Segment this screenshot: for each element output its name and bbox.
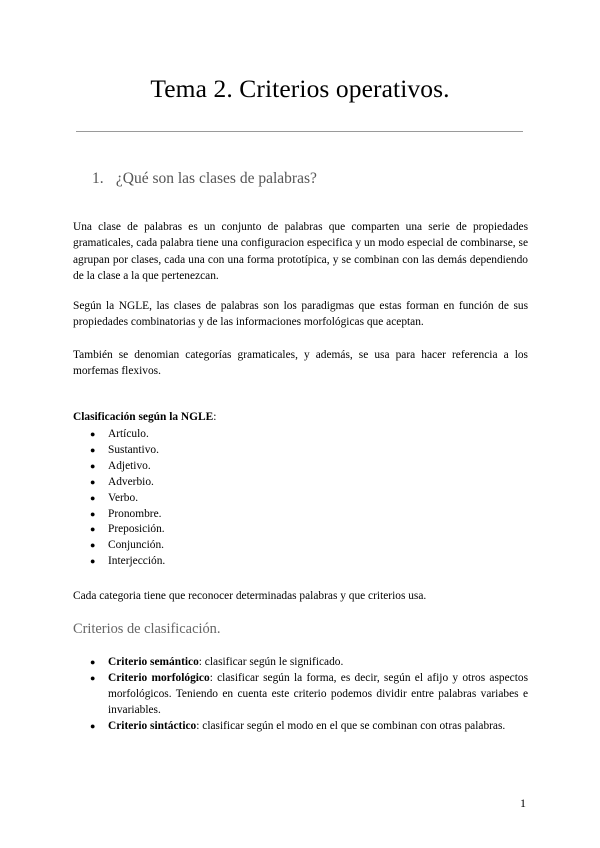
section-heading-text: ¿Qué son las clases de palabras? — [115, 170, 317, 187]
criteria-heading: Criterios de clasificación. — [73, 621, 221, 637]
bullet-icon: ● — [90, 524, 96, 535]
list-item: ● Criterio semántico: clasificar según le significado. — [73, 655, 528, 671]
bullet-icon: ● — [90, 444, 96, 455]
paragraph-categories: También se denomian categorías gramaticales, y además, se usa para hacer referencia a los morfemas flexivos. — [73, 349, 528, 378]
list-item: ● Criterio morfológico: clasificar según la forma, es decir, según el afijo y otros aspectos morfológicos. Teniendo en cuenta este criterio podemos dividir entre palabras variabes e invariables. — [90, 671, 528, 716]
section-number: 1. — [92, 170, 104, 187]
bullet-icon: ● — [90, 540, 96, 551]
bullet-icon: ● — [90, 720, 96, 731]
list-item: ● Pronombre. — [73, 507, 165, 523]
list-item: ● Interjección. — [73, 554, 165, 570]
bullet-icon: ● — [90, 429, 96, 439]
list-item: ● Artículo. — [73, 427, 165, 443]
list-item: ● Preposición. — [73, 522, 165, 538]
bullet-icon: ● — [90, 508, 96, 519]
list-item: ● Verbo. — [73, 491, 165, 507]
bullet-icon: ● — [90, 492, 96, 503]
list-item: ● Sustantivo. — [73, 443, 165, 459]
section-heading — [92, 170, 317, 188]
title-divider — [76, 131, 523, 132]
bullet-icon: ● — [90, 460, 96, 471]
bullet-icon: ● — [90, 556, 96, 567]
paragraph-definition: Una clase de palabras es un conjunto de palabras que comparten una serie de propiedades gramaticales, cada palabra tiene una configuracion especifica y un modo especial de combinarse, se agrupan por clases, cada una con una forma prototípica, y se combinan con las demás dependiendo de la clase a la que pertenezcan. — [73, 221, 528, 282]
list-item: ● Adverbio. — [73, 475, 165, 491]
bullet-icon: ● — [90, 476, 96, 487]
list-item: ● Criterio sintáctico: clasificar según el modo en el que se combinan con otras palabras. — [73, 719, 528, 735]
bullet-icon: ● — [90, 672, 96, 683]
bullet-icon: ● — [90, 657, 96, 667]
page-number: 1 — [520, 796, 526, 810]
classification-list — [73, 427, 165, 570]
criteria-list — [73, 655, 528, 735]
classification-title: Clasificación según la NGLE: — [73, 411, 217, 423]
list-item: ● Conjunción. — [73, 538, 165, 554]
list-item: ● Adjetivo. — [73, 459, 165, 475]
paragraph-ngle: Según la NGLE, las clases de palabras son los paradigmas que estas forman en función de sus propiedades combinatorias y de las informaciones morfológicas que aceptan. — [73, 300, 528, 329]
paragraph-closing: Cada categoria tiene que reconocer determinadas palabras y que criterios usa. — [73, 590, 427, 602]
document-title: Tema 2. Criterios operativos. — [150, 74, 450, 103]
